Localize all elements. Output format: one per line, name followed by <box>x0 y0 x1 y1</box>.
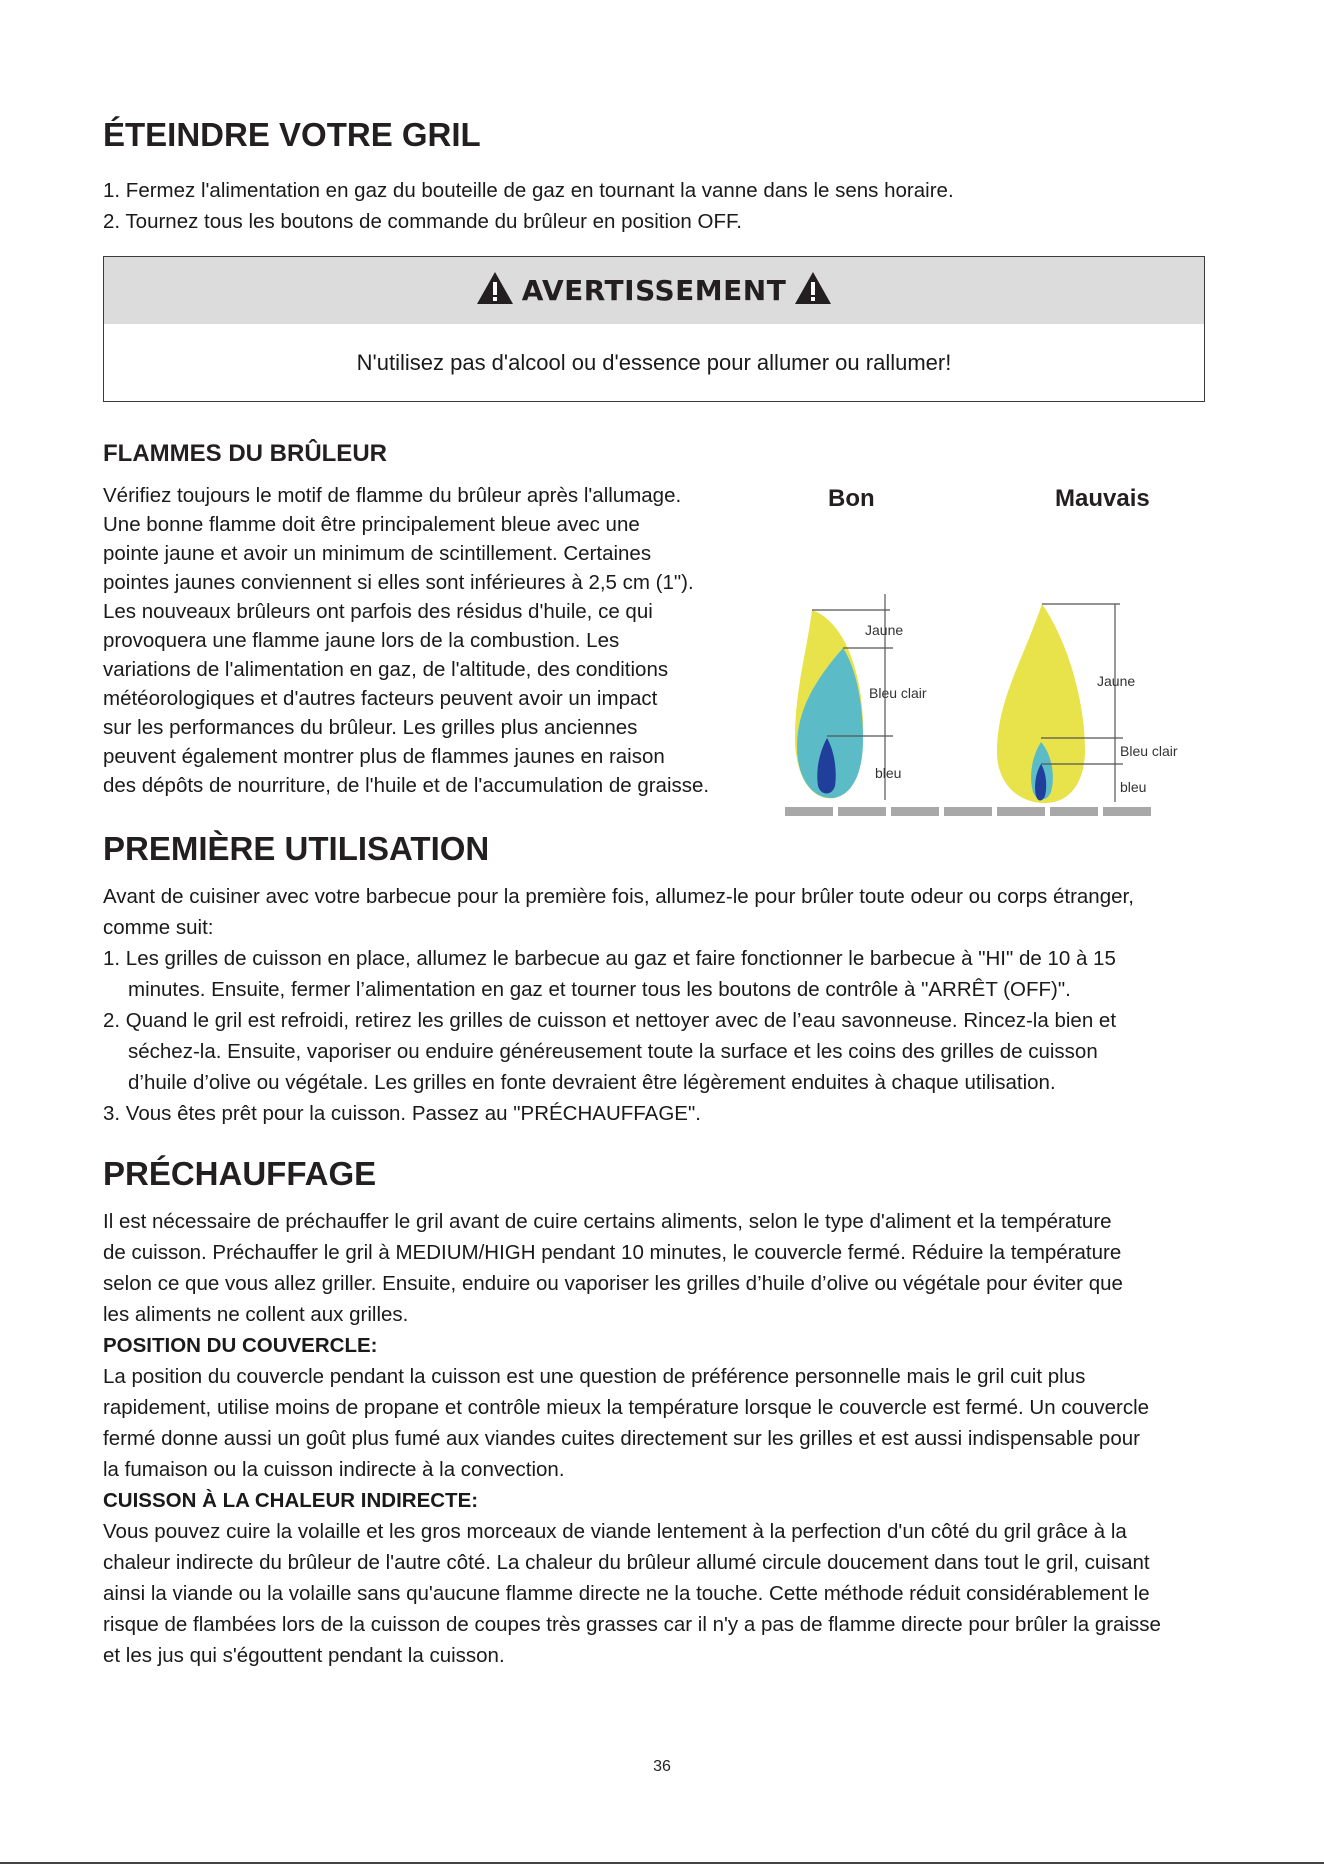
warning-text: N'utilisez pas d'alcool ou d'essence pour allumer ou rallumer! <box>356 350 952 375</box>
preheat-line: les aliments ne collent aux grilles. <box>103 1303 409 1326</box>
flame-diagram <box>785 480 1295 800</box>
bad-flame-label: Mauvais <box>1055 485 1150 512</box>
preheat-line: selon ce que vous allez griller. Ensuite, enduire ou vaporiser les grilles d’huile d’olive ou végétale pour éviter que <box>103 1272 1123 1295</box>
burner-grate <box>785 807 1151 816</box>
first-use-intro: comme suit: <box>103 916 214 939</box>
flames-line: variations de l'alimentation en gaz, de l'altitude, des conditions <box>103 658 669 681</box>
warning-triangle-icon <box>794 270 832 311</box>
flames-line: météorologiques et d'autres facteurs peuvent avoir un impact <box>103 687 658 710</box>
first-use-intro: Avant de cuisiner avec votre barbecue pour la première fois, allumez-le pour brûler toute odeur ou corps étranger, <box>103 885 1134 908</box>
bad-zone-lightblue-label: Bleu clair <box>1120 743 1178 759</box>
flames-line: des dépôts de nourriture, de l'huile et de l'accumulation de graisse. <box>103 774 710 797</box>
bad-zone-blue-label: bleu <box>1120 779 1147 795</box>
flames-line: Une bonne flamme doit être principalement bleue avec une <box>103 513 640 536</box>
preheat-line: Il est nécessaire de préchauffer le gril avant de cuire certains aliments, selon le type d'aliment et la température <box>103 1210 1112 1233</box>
flames-line: peuvent également montrer plus de flammes jaunes en raison <box>103 745 665 768</box>
bad-zone-yellow-label: Jaune <box>1097 673 1136 689</box>
step-2: 2. Tournez tous les boutons de commande du brûleur en position OFF. <box>103 210 742 233</box>
indirect-line: ainsi la viande ou la volaille sans qu'aucune flamme directe ne la touche. Cette méthode réduit considérablement le <box>103 1582 1150 1605</box>
flame-drawing <box>785 520 1215 820</box>
warning-triangle-icon <box>476 270 514 311</box>
flames-line: sur les performances du brûleur. Les grilles plus anciennes <box>103 716 638 739</box>
flames-line: pointe jaune et avoir un minimum de scintillement. Certaines <box>103 542 652 565</box>
lid-line: La position du couvercle pendant la cuisson est une question de préférence personnelle mais le gril cuit plus <box>103 1365 1086 1388</box>
bottom-rule <box>0 1862 1324 1864</box>
section-title-turn-off: ÉTEINDRE VOTRE GRIL <box>103 116 481 153</box>
preheat-line: de cuisson. Préchauffer le gril à MEDIUM/HIGH pendant 10 minutes, le couvercle fermé. Réduire la température <box>103 1241 1122 1264</box>
first-use-item-2-cont: séchez-la. Ensuite, vaporiser ou enduire généreusement toute la surface et les coins des grilles de cuisson <box>128 1040 1098 1063</box>
first-use-item-2-cont: d’huile d’olive ou végétale. Les grilles en fonte devraient être légèrement enduites à chaque utilisation. <box>128 1071 1056 1094</box>
flames-line: Vérifiez toujours le motif de flamme du brûleur après l'allumage. <box>103 484 682 507</box>
first-use-item-2: 2. Quand le gril est refroidi, retirez les grilles de cuisson et nettoyer avec de l’eau savonneuse. Rincez-la bien et <box>103 1009 1117 1032</box>
page-number: 36 <box>653 1758 671 1775</box>
step-1: 1. Fermez l'alimentation en gaz du bouteille de gaz en tournant la vanne dans le sens horaire. <box>103 179 954 202</box>
first-use-item-3: 3. Vous êtes prêt pour la cuisson. Passez au "PRÉCHAUFFAGE". <box>103 1102 701 1125</box>
indirect-line: chaleur indirecte du brûleur de l'autre côté. La chaleur du brûleur allumé circule doucement dans tout le gril, cuisant <box>103 1551 1150 1574</box>
lid-position-label: POSITION DU COUVERCLE: <box>103 1334 378 1357</box>
good-zone-lightblue-label: Bleu clair <box>869 685 927 701</box>
lid-line: la fumaison ou la cuisson indirecte à la convection. <box>103 1458 565 1481</box>
lid-line: fermé donne aussi un goût plus fumé aux viandes cuites directement sur les grilles et est aussi indispensable pour <box>103 1427 1140 1450</box>
flames-title: FLAMMES DU BRÛLEUR <box>103 440 387 467</box>
indirect-line: et les jus qui s'égouttent pendant la cuisson. <box>103 1644 505 1667</box>
good-zone-yellow-label: Jaune <box>865 622 904 638</box>
good-zone-blue-label: bleu <box>875 765 902 781</box>
lid-line: rapidement, utilise moins de propane et contrôle mieux la température lorsque le couvercle est fermé. Un couvercle <box>103 1396 1150 1419</box>
section-title-preheat: PRÉCHAUFFAGE <box>103 1155 377 1192</box>
indirect-heat-label: CUISSON À LA CHALEUR INDIRECTE: <box>103 1489 479 1512</box>
flames-line: Les nouveaux brûleurs ont parfois des résidus d'huile, ce qui <box>103 600 653 623</box>
warning-header <box>104 257 1204 324</box>
indirect-line: Vous pouvez cuire la volaille et les gros morceaux de viande lentement à la perfection d'un côté du gril grâce à la <box>103 1520 1127 1543</box>
warning-title: AVERTISSEMENT <box>521 274 787 307</box>
flames-line: pointes jaunes conviennent si elles sont inférieures à 2,5 cm (1"). <box>103 571 694 594</box>
indirect-line: risque de flambées lors de la cuisson de coupes très grasses car il n'y a pas de flamme directe pour brûler la graisse <box>103 1613 1161 1636</box>
section-title-first-use: PREMIÈRE UTILISATION <box>103 830 490 867</box>
warning-box <box>103 256 1205 402</box>
first-use-item-1: 1. Les grilles de cuisson en place, allumez le barbecue au gaz et faire fonctionner le barbecue à "HI" de 10 à 15 <box>103 947 1116 970</box>
good-flame-label: Bon <box>828 485 875 512</box>
flames-line: provoquera une flamme jaune lors de la combustion. Les <box>103 629 620 652</box>
first-use-item-1-cont: minutes. Ensuite, fermer l’alimentation en gaz et tourner tous les boutons de contrôle à "ARRÊT (OFF)". <box>128 978 1071 1001</box>
